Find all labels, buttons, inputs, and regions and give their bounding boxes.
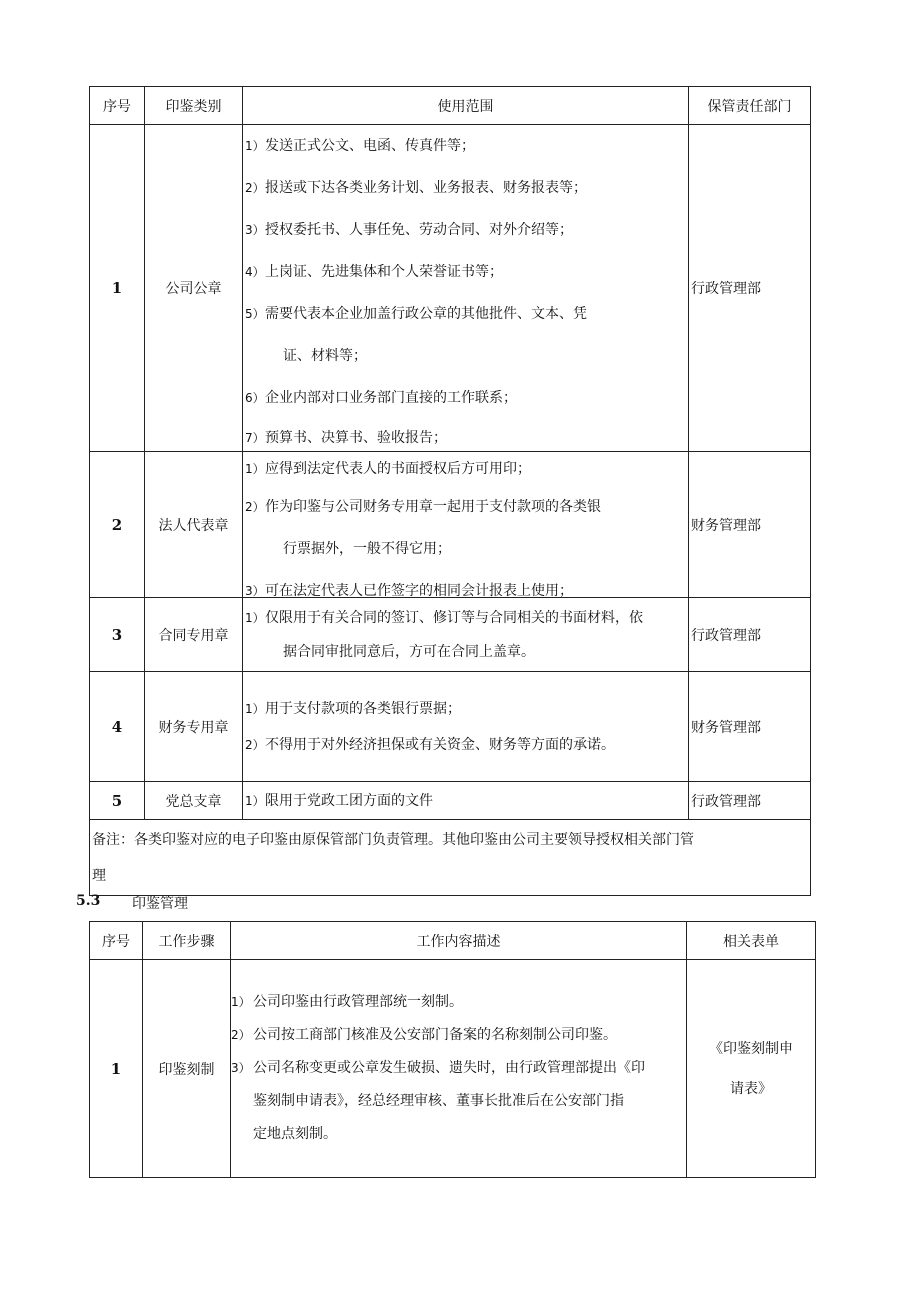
header-no: 序号: [90, 922, 143, 960]
row-category: 合同专用章: [145, 598, 243, 672]
list-item: 1） 发送正式公文、电函、传真件等；: [245, 138, 475, 154]
list-item: 3） 公司名称变更或公章发生破损、遗失时，由行政管理部提出《印: [231, 1060, 645, 1076]
list-item: 3） 可在法定代表人已作签字的相同会计报表上使用；: [245, 583, 573, 597]
row-scope: [243, 598, 689, 672]
list-item: 据合同审批同意后，方可在合同上盖章。: [283, 643, 535, 660]
row-dept: 财务管理部: [689, 452, 811, 598]
list-item: 鉴刻制申请表》，经总经理审核、董事长批准后在公安部门指: [253, 1093, 624, 1109]
list-item: 1） 应得到法定代表人的书面授权后方可用印；: [245, 461, 531, 477]
list-item: 6） 企业内部对口业务部门直接的工作联系；: [245, 390, 517, 406]
form-line-1: 《印鉴刻制申: [709, 1040, 793, 1057]
table-row: [90, 782, 811, 820]
table-header-row: [90, 922, 816, 960]
list-item: 1） 限用于党政工团方面的文件: [245, 792, 433, 809]
row-scope: [243, 672, 689, 782]
note-line-1: 备注：各类印鉴对应的电子印鉴由原保管部门负责管理。其他印鉴由公司主要领导授权相关部门管: [92, 831, 694, 848]
table-row: [90, 672, 811, 782]
seal-usage-table: [89, 86, 811, 896]
row-dept: 行政管理部: [689, 125, 811, 452]
note-cell: [90, 820, 811, 896]
row-category: 公司公章: [145, 125, 243, 452]
row-step: 印鉴刻制: [143, 960, 231, 1178]
row-dept: 财务管理部: [689, 672, 811, 782]
note-row: [90, 820, 811, 896]
row-no: 1: [90, 125, 145, 452]
list-item: 1） 用于支付款项的各类银行票据；: [245, 700, 461, 717]
header-scope: 使用范围: [243, 87, 689, 125]
row-description: [231, 960, 687, 1178]
note-line-2: 理: [92, 867, 106, 884]
table-row: [90, 125, 811, 452]
row-no: 4: [90, 672, 145, 782]
list-item: 2） 作为印鉴与公司财务专用章一起用于支付款项的各类银: [245, 499, 601, 515]
section-number: 5.3: [76, 893, 101, 909]
row-scope: [243, 452, 689, 598]
header-dept: 保管责任部门: [689, 87, 811, 125]
scope-clip: [243, 452, 688, 597]
list-item: 3） 授权委托书、人事任免、劳动合同、对外介绍等；: [245, 222, 573, 238]
list-item: 证、材料等；: [283, 348, 367, 364]
list-item: 行票据外，一般不得它用；: [283, 541, 451, 557]
row-no: 1: [90, 960, 143, 1178]
form-line-2: 请表》: [730, 1080, 772, 1097]
table-row: [90, 960, 816, 1178]
row-no: 5: [90, 782, 145, 820]
row-dept: 行政管理部: [689, 782, 811, 820]
seal-management-table: [89, 921, 816, 1178]
row-category: 党总支章: [145, 782, 243, 820]
row-category: 财务专用章: [145, 672, 243, 782]
list-item: 2） 报送或下达各类业务计划、业务报表、财务报表等；: [245, 180, 587, 196]
section-title: 印鉴管理: [132, 896, 188, 912]
header-category: 印鉴类别: [145, 87, 243, 125]
table-header-row: [90, 87, 811, 125]
table-row: [90, 598, 811, 672]
row-forms: [687, 960, 816, 1178]
list-item: 2） 不得用于对外经济担保或有关资金、财务等方面的承诺。: [245, 736, 615, 753]
row-category: 法人代表章: [145, 452, 243, 598]
list-item: 1） 仅限用于有关合同的签订、修订等与合同相关的书面材料，依: [245, 609, 643, 626]
header-step: 工作步骤: [143, 922, 231, 960]
list-item: 5） 需要代表本企业加盖行政公章的其他批件、文本、凭: [245, 306, 587, 322]
header-forms: 相关表单: [687, 922, 816, 960]
row-no: 2: [90, 452, 145, 598]
header-no: 序号: [90, 87, 145, 125]
row-no: 3: [90, 598, 145, 672]
list-item: 4） 上岗证、先进集体和个人荣誉证书等；: [245, 264, 503, 280]
header-description: 工作内容描述: [231, 922, 687, 960]
list-item: 1） 公司印鉴由行政管理部统一刻制。: [231, 994, 463, 1010]
table-row: [90, 452, 811, 598]
row-scope: [243, 782, 689, 820]
row-scope: [243, 125, 689, 452]
list-item: 定地点刻制。: [253, 1126, 337, 1142]
list-item: 7） 预算书、决算书、验收报告；: [245, 430, 447, 446]
section-heading: [76, 893, 188, 912]
row-dept: 行政管理部: [689, 598, 811, 672]
list-item: 2） 公司按工商部门核准及公安部门备案的名称刻制公司印鉴。: [231, 1027, 617, 1043]
